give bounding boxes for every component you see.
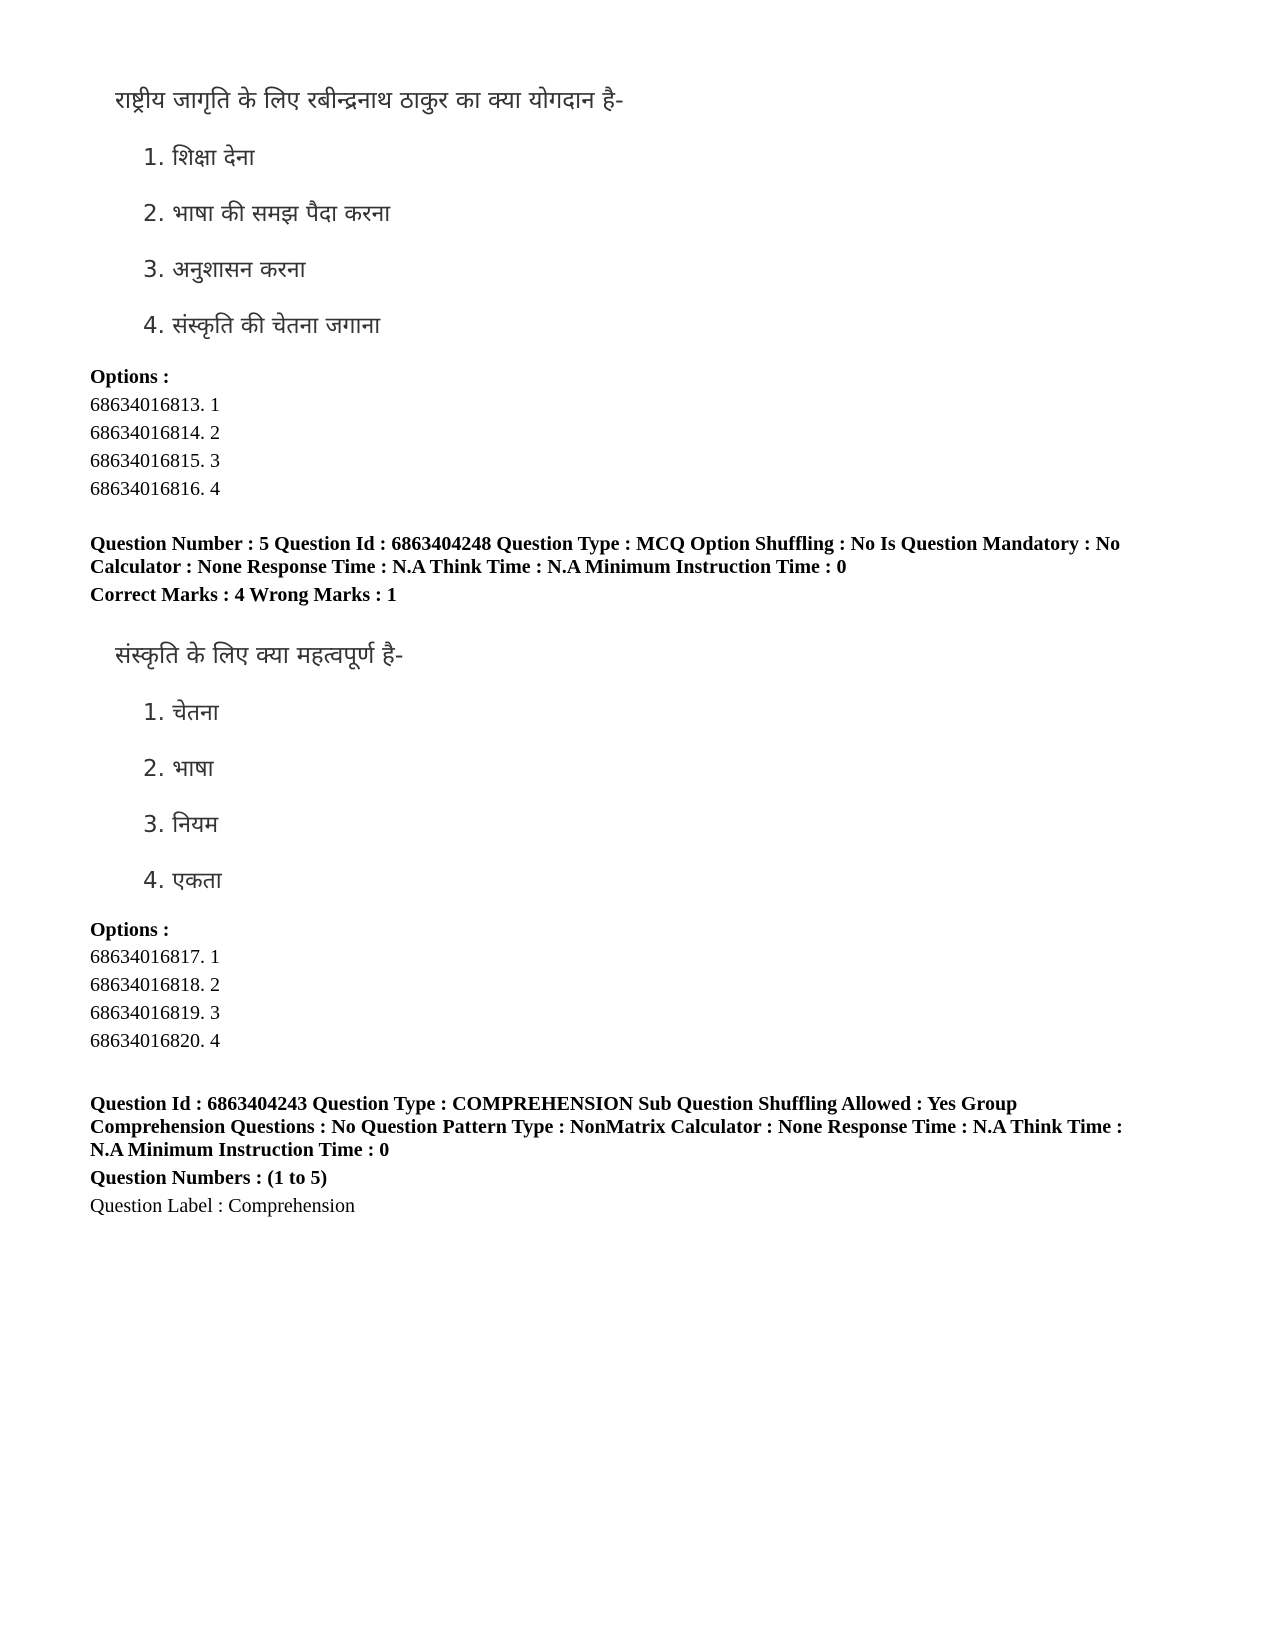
q4-question-text: राष्ट्रीय जागृति के लिए रबीन्द्रनाथ ठाकुर का क्या योगदान है- xyxy=(115,86,624,114)
q4-choice: 2. भाषा की समझ पैदा करना xyxy=(143,201,391,227)
comprehension-question-numbers: Question Numbers : (1 to 5) xyxy=(90,1167,328,1189)
q4-option: 68634016813. 1 xyxy=(90,394,220,416)
q5-option: 68634016818. 2 xyxy=(90,974,220,996)
q5-option: 68634016817. 1 xyxy=(90,946,220,968)
q4-choice: 3. अनुशासन करना xyxy=(143,257,306,283)
q4-option: 68634016815. 3 xyxy=(90,450,220,472)
comprehension-meta: Question Id : 6863404243 Question Type : COMPREHENSION Sub Question Shuffling Allowed : Yes Group Comprehension Questions : No Question Pattern Type : NonMatrix Calculator : None Response Time : N.A Think Time : N.A Minimum Instruction Time : 0 xyxy=(90,1093,1123,1161)
q5-question-text: संस्कृति के लिए क्या महत्वपूर्ण है- xyxy=(115,641,404,669)
q4-option: 68634016814. 2 xyxy=(90,422,220,444)
q5-choice: 4. एकता xyxy=(143,868,222,894)
q5-choice: 2. भाषा xyxy=(143,756,214,782)
q5-marks: Correct Marks : 4 Wrong Marks : 1 xyxy=(90,584,397,606)
q4-options-label: Options : xyxy=(90,366,170,388)
comprehension-label: Question Label : Comprehension xyxy=(90,1195,355,1217)
q5-choice: 1. चेतना xyxy=(143,700,219,726)
q5-option: 68634016820. 4 xyxy=(90,1030,220,1052)
q5-options-label: Options : xyxy=(90,919,170,941)
q5-meta: Question Number : 5 Question Id : 6863404248 Question Type : MCQ Option Shuffling : No Is Question Mandatory : No Calculator : None Response Time : N.A Think Time : N.A Minimum Instruction Time : 0 xyxy=(90,533,1121,578)
q4-choice: 4. संस्कृति की चेतना जगाना xyxy=(143,313,381,339)
q5-option: 68634016819. 3 xyxy=(90,1002,220,1024)
q4-option: 68634016816. 4 xyxy=(90,478,220,500)
q4-choice: 1. शिक्षा देना xyxy=(143,145,255,171)
q5-choice: 3. नियम xyxy=(143,812,219,838)
